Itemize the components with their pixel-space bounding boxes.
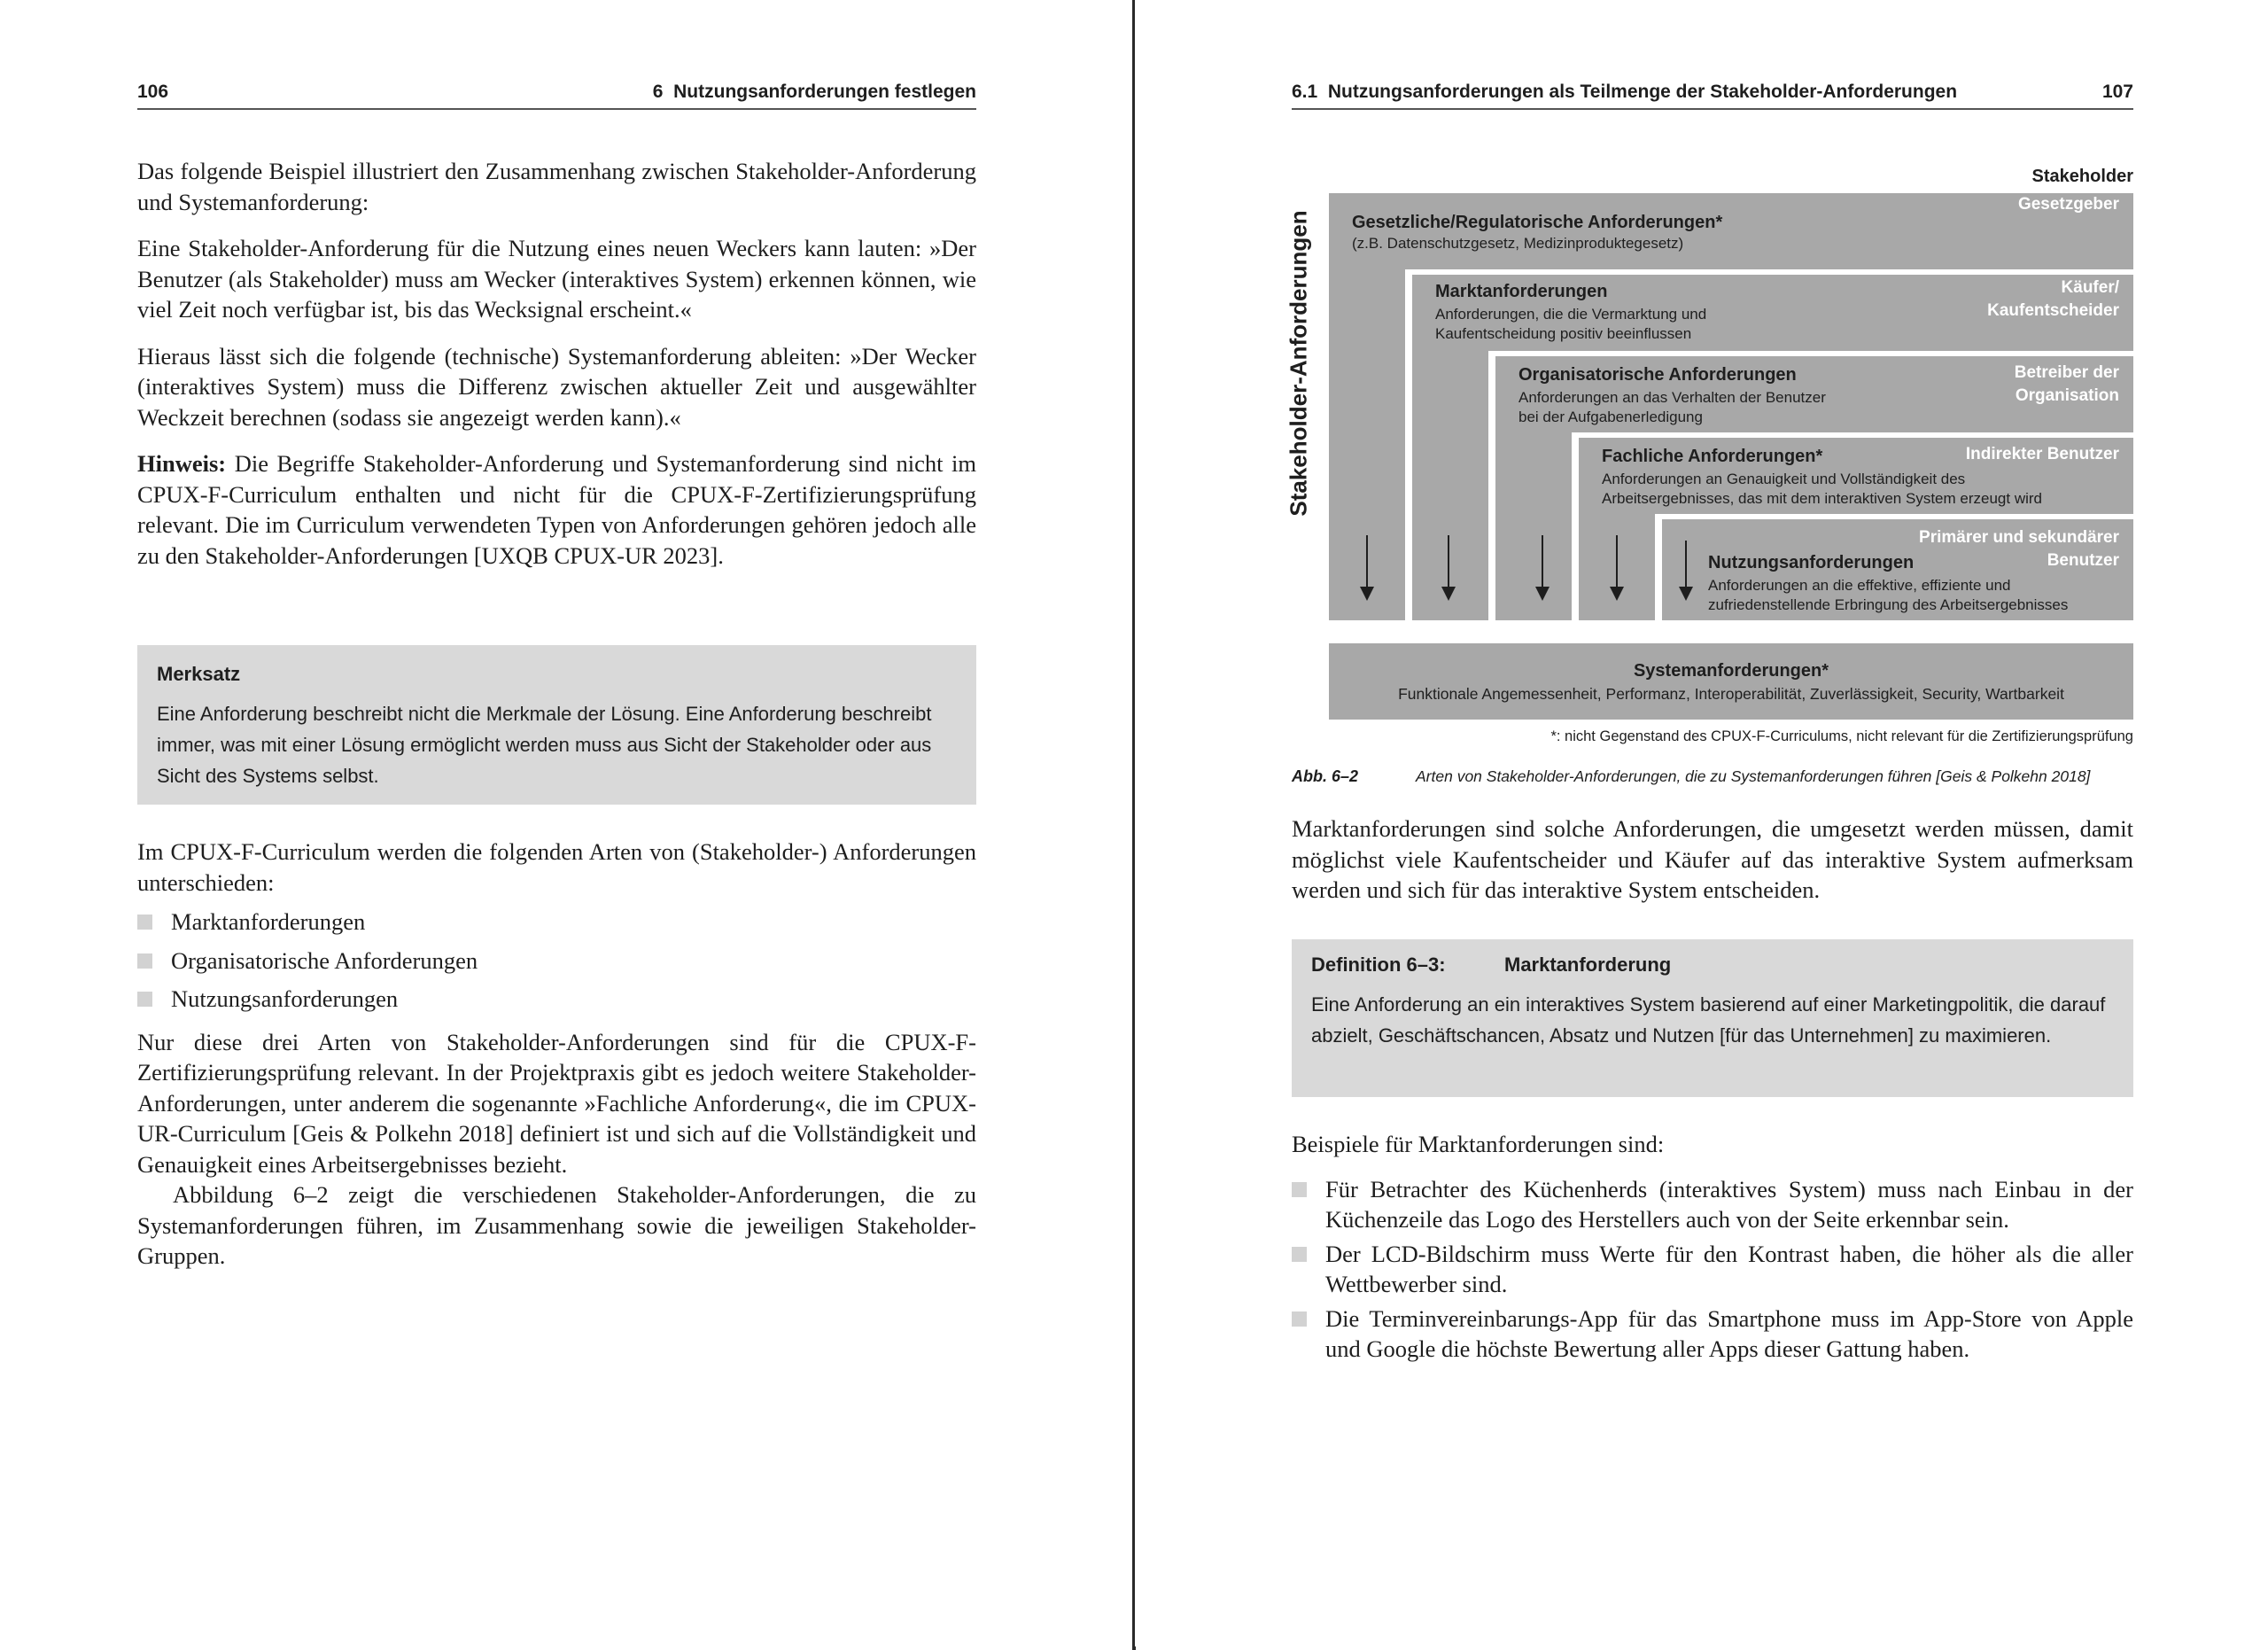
vertical-axis-label: Stakeholder-Anforderungen (1285, 210, 1312, 517)
merksatz-box (137, 645, 976, 805)
figure-caption (1292, 767, 2133, 786)
bullet-square-icon (1292, 1311, 1307, 1327)
system-requirements-bar (1329, 643, 2133, 720)
separator (1655, 514, 1662, 620)
level-description: Arbeitsergebnisses, das mit dem interaktiven System erzeugt wird (1602, 490, 2042, 507)
bullet-square-icon (137, 953, 152, 969)
level-title: Fachliche Anforderungen* (1602, 447, 1823, 466)
bullet-square-icon (137, 992, 152, 1007)
definition-title: Marktanforderung (1504, 953, 1672, 976)
definition-box (1292, 939, 2133, 1097)
examples-list (1292, 1174, 2133, 1365)
stakeholder-requirements-figure (1285, 160, 2133, 762)
bullet-square-icon (1292, 1182, 1307, 1197)
merksatz-text: Eine Anforderung beschreibt nicht die Merkmale der Lösung. Eine Anforderung beschreibt immer, was mit einer Lösung ermöglicht werden muss aus Sicht der Stakeholder oder aus Sicht des Systems selbst. (157, 703, 932, 787)
list-item: Der LCD-Bildschirm muss Werte für den Kontrast haben, die höher als die aller Wettbewerber sind. (1292, 1239, 2133, 1300)
system-requirements-description: Funktionale Angemessenheit, Performanz, Interoperabilität, Zuverlässigkeit, Security, Wartbarkeit (1398, 685, 2064, 703)
paragraph: Hieraus lässt sich die folgende (technische) Systemanforderung ableiten: »Der Wecker (interaktives System) muss die Differenz zwischen aktueller Zeit und ausgewählter Weckzeit berechnen (sodass sie angezeigt werden kann).« (137, 342, 976, 431)
requirement-types-list (137, 907, 976, 1015)
definition-text: Eine Anforderung an ein interaktives System basierend auf einer Marketingpolitik, die darauf abzielt, Geschäftschancen, Absatz und Nutzen [für das Unternehmen] zu maximieren. (1311, 993, 2106, 1047)
book-spine (1132, 0, 1135, 1650)
caption-label: Abb. 6–2 (1292, 767, 1359, 785)
level-description: bei der Aufgabenerledigung (1518, 409, 1703, 425)
left-body-top (137, 156, 976, 587)
stakeholder-label: Gesetzgeber (2017, 195, 2119, 214)
bullet-square-icon (1292, 1247, 1307, 1262)
hint-text: Die Begriffe Stakeholder-Anforderung und Systemanforderung sind nicht im CPUX-F-Curriculum enthalten und nicht für die CPUX-F-Zertifizierungsprüfung relevant. Die im Curriculum verwendeten Typen von Anforderungen gehören jedoch alle zu den Stakeholder-Anforderungen [UXQB CPUX-UR 2023]. (137, 450, 976, 569)
level-description: Anforderungen an Genauigkeit und Vollständigkeit des (1602, 471, 1966, 487)
level-description: (z.B. Datenschutzgesetz, Medizinproduktegesetz) (1352, 235, 1684, 252)
right-body-top (1292, 813, 2133, 906)
down-arrow-icon (1616, 535, 1618, 599)
chapter-title: 6.1 Nutzungsanforderungen als Teilmenge der Stakeholder-Anforderungen (1292, 82, 1958, 102)
down-arrow-icon (1542, 535, 1543, 599)
figure-footnote: *: nicht Gegenstand des CPUX-F-Curriculums, nicht relevant für die Zertifizierungsprüfung (1550, 728, 2133, 744)
separator (1488, 351, 1495, 620)
chapter-title: 6 Nutzungsanforderungen festlegen (652, 82, 976, 102)
stakeholder-column-header: Stakeholder (2031, 167, 2133, 186)
paragraph: Im CPUX-F-Curriculum werden die folgenden Arten von (Stakeholder-) Anforderungen unterschieden: (137, 838, 976, 896)
level-description: Kaufentscheidung positiv beeinflussen (1435, 325, 1692, 342)
separator (1572, 432, 1579, 620)
level-title: Gesetzliche/Regulatorische Anforderungen* (1352, 213, 1723, 232)
stakeholder-label: Primärer und sekundärer Benutzer (1919, 528, 2119, 570)
level-description: Anforderungen an die effektive, effiziente und (1708, 577, 2011, 594)
down-arrow-icon (1448, 535, 1449, 599)
paragraph: Das folgende Beispiel illustriert den Zusammenhang zwischen Stakeholder-Anforderung und Systemanforderung: (137, 158, 976, 215)
level-title: Organisatorische Anforderungen (1518, 365, 1797, 385)
paragraph: Beispiele für Marktanforderungen sind: (1292, 1131, 1665, 1157)
level-description: Anforderungen, die die Vermarktung und (1435, 306, 1707, 323)
right-body-bottom (1292, 1129, 2133, 1377)
level-title: Marktanforderungen (1435, 282, 1608, 301)
list-item: Die Terminvereinbarungs-App für das Smartphone muss im App-Store von Apple und Google die höchste Bewertung aller Apps dieser Gattung haben. (1292, 1304, 2133, 1365)
list-item: Organisatorische Anforderungen (137, 946, 976, 977)
level-description: Anforderungen an das Verhalten der Benutzer (1518, 389, 1826, 406)
paragraph: Abbildung 6–2 zeigt die verschiedenen Stakeholder-Anforderungen, die zu Systemanforderungen führen, im Zusammenhang sowie die jeweiligen Stakeholder-Gruppen. (137, 1181, 976, 1269)
left-page-header (137, 78, 976, 110)
hint-label: Hinweis: (137, 450, 227, 477)
list-item: Nutzungsanforderungen (137, 984, 976, 1015)
right-page-header (1292, 78, 2133, 110)
definition-label: Definition 6–3: (1311, 953, 1446, 976)
system-requirements-title: Systemanforderungen* (1633, 661, 1829, 681)
stakeholder-label: Käufer/ Kaufentscheider (1987, 278, 2119, 320)
level-description: zufriedenstellende Erbringung des Arbeitsergebnisses (1708, 596, 2069, 613)
stakeholder-label: Betreiber der Organisation (2014, 363, 2119, 405)
paragraph: Marktanforderungen sind solche Anforderungen, die umgesetzt werden müssen, damit möglichst viele Kaufentscheider und Käufer auf das interaktive System aufmerksam werden und sich für das interaktive System entscheiden. (1292, 815, 2133, 903)
separator (1405, 269, 1412, 620)
list-item: Marktanforderungen (137, 907, 976, 938)
hint-paragraph (137, 448, 976, 571)
level-title: Nutzungsanforderungen (1708, 553, 1915, 572)
caption-text: Arten von Stakeholder-Anforderungen, die zu Systemanforderungen führen [Geis & Polkehn 2018] (1416, 767, 2091, 785)
left-body-bottom (137, 837, 976, 1288)
stakeholder-label: Indirekter Benutzer (1965, 445, 2119, 463)
down-arrow-icon (1366, 535, 1368, 599)
paragraph: Eine Stakeholder-Anforderung für die Nutzung eines neuen Weckers kann lauten: »Der Benutzer (als Stakeholder) muss am Wecker (interaktives System) erkennen können, wie viel Zeit noch verfügbar ist, bis das Wecksignal erscheint.« (137, 235, 976, 323)
merksatz-title: Merksatz (157, 663, 241, 685)
definition-heading (1311, 953, 2114, 977)
list-item: Für Betrachter des Küchenherds (interaktives System) muss nach Einbau in der Küchenzeile das Logo des Herstellers auch von der Seite erkennbar sein. (1292, 1174, 2133, 1235)
bullet-square-icon (137, 915, 152, 930)
down-arrow-icon (1685, 541, 1687, 599)
paragraph: Nur diese drei Arten von Stakeholder-Anforderungen sind für die CPUX-F-Zertifizierungsprüfung relevant. In der Projektpraxis gibt es jedoch weitere Stakeholder-Anforderungen, unter anderem die sogenannte »Fachliche Anforderung«, die im CPUX-UR-Curriculum [Geis & Polkehn 2018] definiert ist und sich auf die Vollständigkeit und Genauigkeit eines Arbeitsergebnisses bezieht. (137, 1028, 976, 1178)
left-page (0, 0, 1132, 1650)
page-number: 106 (137, 82, 169, 102)
page-number: 107 (2101, 82, 2133, 102)
